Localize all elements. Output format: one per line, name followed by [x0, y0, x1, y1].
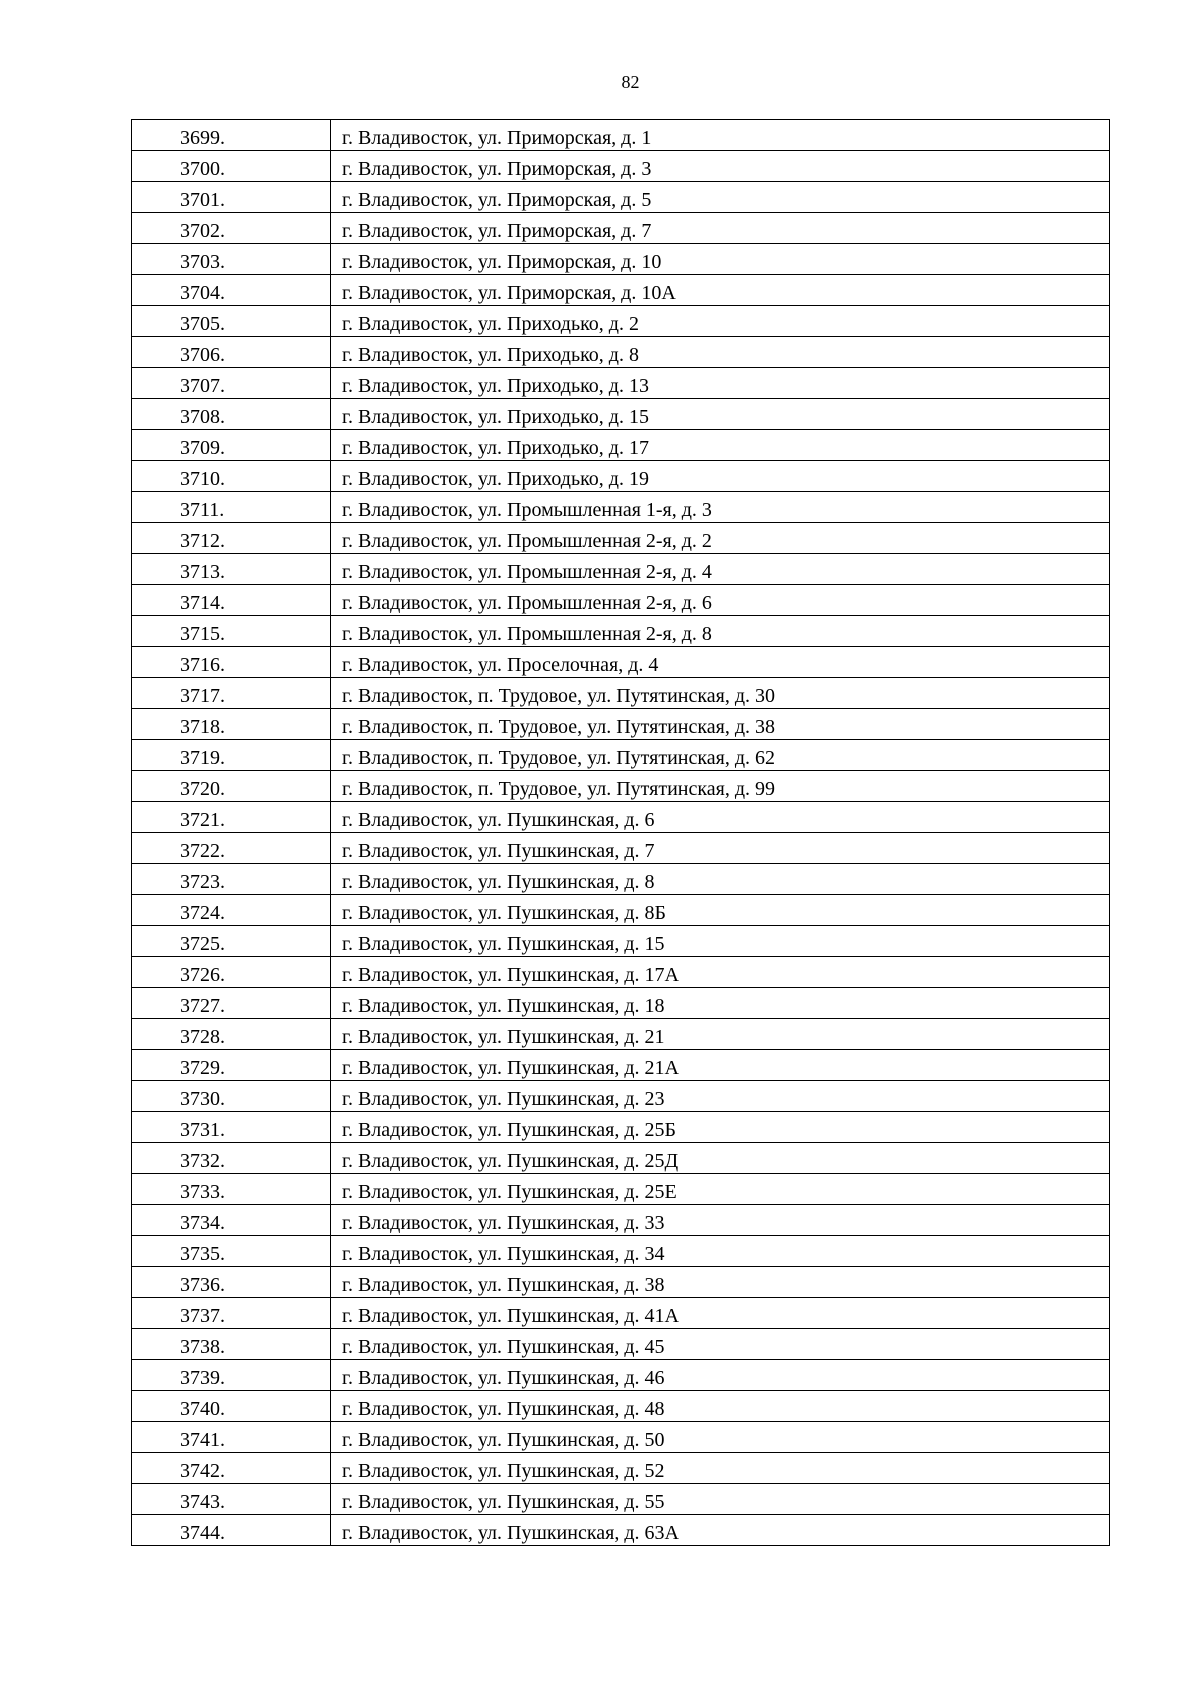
row-number-cell: 3710.: [132, 461, 331, 492]
table-row: [132, 926, 1110, 957]
row-number-cell: 3725.: [132, 926, 331, 957]
table-row: [132, 988, 1110, 1019]
table-row: [132, 182, 1110, 213]
address-cell: г. Владивосток, ул. Приходько, д. 8: [331, 337, 1110, 368]
table-row: [132, 833, 1110, 864]
table-row: [132, 1174, 1110, 1205]
address-cell: г. Владивосток, п. Трудовое, ул. Путятинская, д. 30: [331, 678, 1110, 709]
row-number-cell: 3700.: [132, 151, 331, 182]
row-number-cell: 3737.: [132, 1298, 331, 1329]
row-number-cell: 3714.: [132, 585, 331, 616]
address-cell: г. Владивосток, ул. Пушкинская, д. 41А: [331, 1298, 1110, 1329]
address-cell: г. Владивосток, ул. Приморская, д. 10А: [331, 275, 1110, 306]
row-number-cell: 3706.: [132, 337, 331, 368]
row-number-cell: 3728.: [132, 1019, 331, 1050]
table-row: [132, 1205, 1110, 1236]
table-row: [132, 647, 1110, 678]
address-cell: г. Владивосток, ул. Промышленная 2-я, д. 4: [331, 554, 1110, 585]
row-number-cell: 3733.: [132, 1174, 331, 1205]
address-cell: г. Владивосток, ул. Пушкинская, д. 8Б: [331, 895, 1110, 926]
row-number-cell: 3740.: [132, 1391, 331, 1422]
table-row: [132, 399, 1110, 430]
address-cell: г. Владивосток, ул. Пушкинская, д. 25Е: [331, 1174, 1110, 1205]
table-row: [132, 554, 1110, 585]
table-row: [132, 1391, 1110, 1422]
row-number-cell: 3731.: [132, 1112, 331, 1143]
table-row: [132, 957, 1110, 988]
address-cell: г. Владивосток, ул. Промышленная 2-я, д. 8: [331, 616, 1110, 647]
row-number-cell: 3707.: [132, 368, 331, 399]
address-cell: г. Владивосток, ул. Приходько, д. 13: [331, 368, 1110, 399]
row-number-cell: 3701.: [132, 182, 331, 213]
address-cell: г. Владивосток, ул. Приморская, д. 1: [331, 120, 1110, 151]
table-row: [132, 1360, 1110, 1391]
address-cell: г. Владивосток, ул. Пушкинская, д. 21: [331, 1019, 1110, 1050]
table-row: [132, 213, 1110, 244]
table-row: [132, 864, 1110, 895]
row-number-cell: 3744.: [132, 1515, 331, 1546]
row-number-cell: 3713.: [132, 554, 331, 585]
row-number-cell: 3719.: [132, 740, 331, 771]
address-cell: г. Владивосток, ул. Пушкинская, д. 48: [331, 1391, 1110, 1422]
table-row: [132, 523, 1110, 554]
table-row: [132, 492, 1110, 523]
table-row: [132, 678, 1110, 709]
row-number-cell: 3723.: [132, 864, 331, 895]
table-row: [132, 1019, 1110, 1050]
address-cell: г. Владивосток, ул. Пушкинская, д. 63А: [331, 1515, 1110, 1546]
address-cell: г. Владивосток, ул. Пушкинская, д. 21А: [331, 1050, 1110, 1081]
address-table: [131, 119, 1110, 1546]
address-cell: г. Владивосток, ул. Приморская, д. 10: [331, 244, 1110, 275]
row-number-cell: 3703.: [132, 244, 331, 275]
table-row: [132, 306, 1110, 337]
table-row: [132, 1267, 1110, 1298]
row-number-cell: 3724.: [132, 895, 331, 926]
table-row: [132, 1050, 1110, 1081]
address-cell: г. Владивосток, ул. Пушкинская, д. 25Б: [331, 1112, 1110, 1143]
address-cell: г. Владивосток, ул. Пушкинская, д. 17А: [331, 957, 1110, 988]
table-row: [132, 120, 1110, 151]
address-cell: г. Владивосток, ул. Пушкинская, д. 6: [331, 802, 1110, 833]
table-row: [132, 1236, 1110, 1267]
row-number-cell: 3738.: [132, 1329, 331, 1360]
address-cell: г. Владивосток, ул. Приходько, д. 2: [331, 306, 1110, 337]
table-row: [132, 616, 1110, 647]
table-row: [132, 771, 1110, 802]
address-cell: г. Владивосток, ул. Пушкинская, д. 18: [331, 988, 1110, 1019]
address-cell: г. Владивосток, ул. Приходько, д. 15: [331, 399, 1110, 430]
row-number-cell: 3734.: [132, 1205, 331, 1236]
address-cell: г. Владивосток, ул. Пушкинская, д. 23: [331, 1081, 1110, 1112]
row-number-cell: 3736.: [132, 1267, 331, 1298]
table-row: [132, 461, 1110, 492]
row-number-cell: 3702.: [132, 213, 331, 244]
row-number-cell: 3705.: [132, 306, 331, 337]
row-number-cell: 3715.: [132, 616, 331, 647]
row-number-cell: 3704.: [132, 275, 331, 306]
table-row: [132, 1515, 1110, 1546]
row-number-cell: 3742.: [132, 1453, 331, 1484]
address-cell: г. Владивосток, ул. Приходько, д. 19: [331, 461, 1110, 492]
table-row: [132, 368, 1110, 399]
address-cell: г. Владивосток, ул. Приморская, д. 3: [331, 151, 1110, 182]
table-row: [132, 275, 1110, 306]
address-cell: г. Владивосток, п. Трудовое, ул. Путятинская, д. 62: [331, 740, 1110, 771]
row-number-cell: 3721.: [132, 802, 331, 833]
address-cell: г. Владивосток, ул. Пушкинская, д. 46: [331, 1360, 1110, 1391]
row-number-cell: 3712.: [132, 523, 331, 554]
table-row: [132, 244, 1110, 275]
row-number-cell: 3730.: [132, 1081, 331, 1112]
row-number-cell: 3716.: [132, 647, 331, 678]
row-number-cell: 3720.: [132, 771, 331, 802]
address-cell: г. Владивосток, ул. Пушкинская, д. 33: [331, 1205, 1110, 1236]
row-number-cell: 3739.: [132, 1360, 331, 1391]
table-row: [132, 1453, 1110, 1484]
row-number-cell: 3743.: [132, 1484, 331, 1515]
row-number-cell: 3718.: [132, 709, 331, 740]
address-cell: г. Владивосток, п. Трудовое, ул. Путятинская, д. 99: [331, 771, 1110, 802]
table-row: [132, 151, 1110, 182]
row-number-cell: 3699.: [132, 120, 331, 151]
row-number-cell: 3711.: [132, 492, 331, 523]
address-cell: г. Владивосток, ул. Промышленная 1-я, д. 3: [331, 492, 1110, 523]
table-row: [132, 740, 1110, 771]
row-number-cell: 3729.: [132, 1050, 331, 1081]
address-cell: г. Владивосток, ул. Пушкинская, д. 15: [331, 926, 1110, 957]
table-row: [132, 1329, 1110, 1360]
table-row: [132, 1484, 1110, 1515]
address-cell: г. Владивосток, п. Трудовое, ул. Путятинская, д. 38: [331, 709, 1110, 740]
address-cell: г. Владивосток, ул. Пушкинская, д. 38: [331, 1267, 1110, 1298]
table-row: [132, 709, 1110, 740]
address-cell: г. Владивосток, ул. Промышленная 2-я, д. 6: [331, 585, 1110, 616]
row-number-cell: 3709.: [132, 430, 331, 461]
address-cell: г. Владивосток, ул. Приморская, д. 7: [331, 213, 1110, 244]
table-row: [132, 1112, 1110, 1143]
address-cell: г. Владивосток, ул. Пушкинская, д. 52: [331, 1453, 1110, 1484]
row-number-cell: 3708.: [132, 399, 331, 430]
address-cell: г. Владивосток, ул. Пушкинская, д. 50: [331, 1422, 1110, 1453]
table-row: [132, 1422, 1110, 1453]
address-cell: г. Владивосток, ул. Приходько, д. 17: [331, 430, 1110, 461]
address-cell: г. Владивосток, ул. Пушкинская, д. 45: [331, 1329, 1110, 1360]
address-cell: г. Владивосток, ул. Пушкинская, д. 55: [331, 1484, 1110, 1515]
row-number-cell: 3735.: [132, 1236, 331, 1267]
table-row: [132, 895, 1110, 926]
row-number-cell: 3717.: [132, 678, 331, 709]
address-cell: г. Владивосток, ул. Пушкинская, д. 7: [331, 833, 1110, 864]
row-number-cell: 3732.: [132, 1143, 331, 1174]
row-number-cell: 3727.: [132, 988, 331, 1019]
table-row: [132, 1298, 1110, 1329]
address-cell: г. Владивосток, ул. Проселочная, д. 4: [331, 647, 1110, 678]
address-table-body: [132, 120, 1110, 1546]
address-cell: г. Владивосток, ул. Приморская, д. 5: [331, 182, 1110, 213]
table-row: [132, 1081, 1110, 1112]
address-cell: г. Владивосток, ул. Пушкинская, д. 8: [331, 864, 1110, 895]
page-number: 82: [621, 72, 640, 92]
address-cell: г. Владивосток, ул. Пушкинская, д. 34: [331, 1236, 1110, 1267]
table-row: [132, 337, 1110, 368]
table-row: [132, 585, 1110, 616]
row-number-cell: 3722.: [132, 833, 331, 864]
address-cell: г. Владивосток, ул. Промышленная 2-я, д. 2: [331, 523, 1110, 554]
address-cell: г. Владивосток, ул. Пушкинская, д. 25Д: [331, 1143, 1110, 1174]
row-number-cell: 3726.: [132, 957, 331, 988]
row-number-cell: 3741.: [132, 1422, 331, 1453]
table-row: [132, 1143, 1110, 1174]
table-row: [132, 430, 1110, 461]
table-row: [132, 802, 1110, 833]
